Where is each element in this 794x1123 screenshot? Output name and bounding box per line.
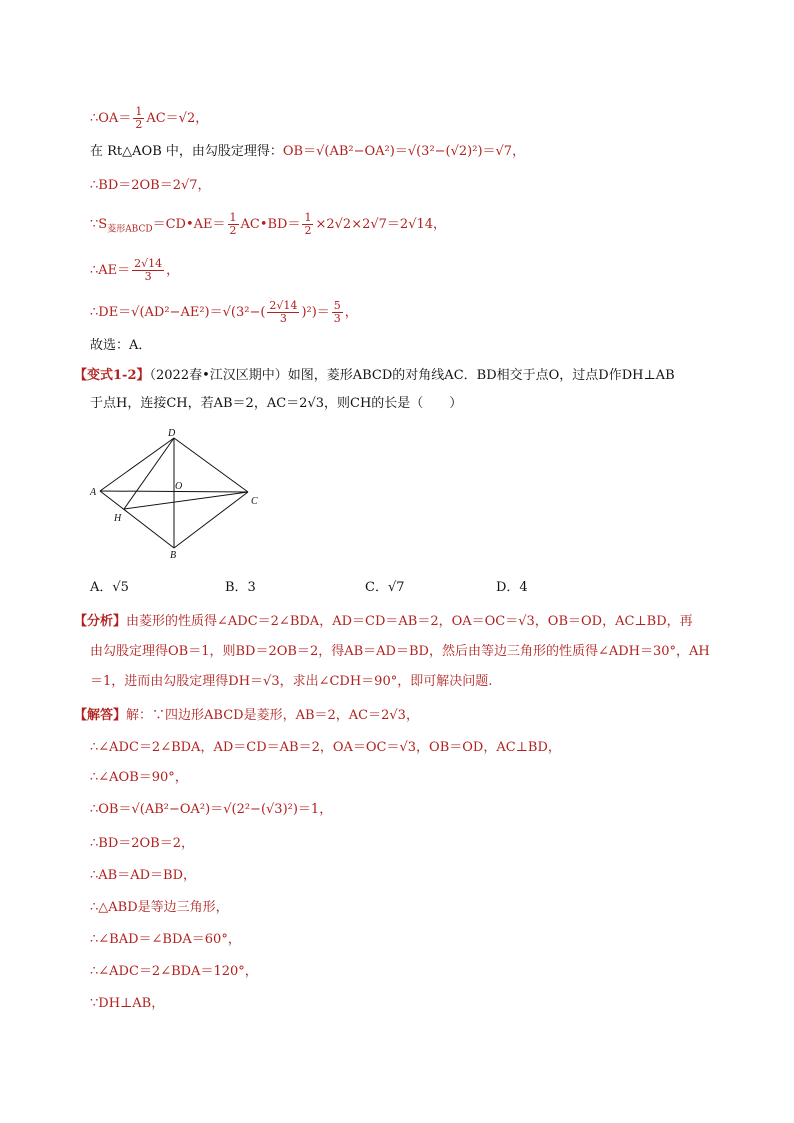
fraction-half-2: $\frac{1}{2}$ (304, 211, 312, 237)
rhombus-figure (86, 428, 266, 560)
solution-line-9: ∵DH⊥AB， (90, 996, 165, 1011)
fraction-half-1: $\frac{1}{2}$ (229, 211, 237, 237)
label-b: B (170, 550, 177, 560)
solution-line-ob (90, 142, 525, 162)
segment-dh (124, 438, 174, 509)
solution-line-ae: ∴AE＝ $\frac{2√14}{3}$ ， (90, 257, 180, 283)
choice-d[interactable]: D．4 (496, 580, 528, 595)
fraction-ae-2: $\frac{2√14}{3}$ (269, 299, 298, 325)
analysis-label: 【分析】 (74, 614, 127, 629)
solution-line-0: 【解答】解：∵四边形ABCD是菱形，AB＝2，AC＝2√3， (74, 708, 419, 723)
choice-b[interactable]: B．3 (225, 580, 256, 595)
ob-formula: OB＝√(AB²−OA²)＝√(3²−(√2)²)＝√7， (282, 144, 526, 159)
label-d: D (168, 428, 176, 439)
label-o: O (175, 481, 183, 492)
problem-label: 【变式1-2】 (74, 368, 150, 383)
label-c: C (251, 496, 258, 507)
problem-line-2: 于点H，连接CH，若AB＝2，AC＝2√3，则CH的长是（ ） (90, 396, 463, 411)
analysis-line-2: 由勾股定理得OB＝1，则BD＝2OB＝2，得AB＝AD＝BD，然后由等边三角形的性质得∠ADH＝30°，AH (90, 644, 710, 659)
solution-line-1: ∴∠ADC＝2∠BDA，AD＝CD＝AB＝2，OA＝OC＝√3，OB＝OD，AC⊥BD， (90, 740, 561, 755)
oa-suffix: AC＝√2， (146, 111, 209, 126)
solution-line-4: ∴BD＝2OB＝2， (90, 836, 195, 851)
label-h: H (114, 513, 122, 524)
problem-text-1: （2022春•江汉区期中）如图，菱形ABCD的对角线AC．BD相交于点O，过点D作DH⊥AB (149, 368, 675, 383)
solution-line-oa (90, 106, 208, 131)
solution-line-3: ∴OB＝√(AB²−OA²)＝√(2²−(√3)²)＝1， (90, 802, 333, 817)
solution-line-6: ∴△ABD是等边三角形， (90, 900, 229, 915)
rt-triangle-text: 在 Rt△AOB 中，由勾股定理得： (90, 144, 283, 159)
edge-dc (174, 438, 248, 492)
fraction-ae: $\frac{2√14}{3}$ (134, 257, 163, 283)
choice-a[interactable]: A．√5 (90, 580, 129, 595)
analysis-line-1: 【分析】由菱形的性质得∠ADC＝2∠BDA，AD＝CD＝AB＝2，OA＝OC＝√3，OB＝OD，AC⊥BD，再 (74, 614, 693, 629)
solution-label: 【解答】 (74, 708, 127, 723)
answer-line: 故选：A． (90, 338, 152, 353)
analysis-line-3: ＝1，进而由勾股定理得DH＝√3，求出∠CDH＝90°，即可解决问题. (90, 674, 493, 689)
solution-line-2: ∴∠AOB＝90°， (90, 770, 188, 785)
fraction-half: $\frac{1}{2}$ (135, 105, 143, 131)
problem-line-1 (74, 366, 675, 386)
solution-line-5: ∴AB＝AD＝BD， (90, 868, 196, 883)
edge-ba (100, 491, 174, 548)
solution-line-area: $\because S_{菱形ABCD}=CD•AE=$ $\frac{1}{2}$ AC•BD＝ $\frac{1}{2}$ ×2√2×2√7＝2√14， (90, 211, 447, 237)
area-subscript: 菱形ABCD (107, 224, 153, 235)
solution-line-7: ∴∠BAD＝∠BDA＝60°， (90, 932, 241, 947)
choice-c[interactable]: C．√7 (365, 580, 405, 595)
solution-line-8: ∴∠ADC＝2∠BDA＝120°， (90, 964, 258, 979)
solution-line-de: ∴DE＝√(AD²−AE²)＝√(3²−( $\frac{2√14}{3}$ )²)＝ $\frac{5}{3}$ ， (90, 299, 358, 325)
fraction-five-thirds: $\frac{5}{3}$ (333, 299, 341, 325)
oa-prefix: ∴OA＝ (90, 111, 132, 126)
solution-line-bd: ∴BD＝2OB＝2√7， (90, 178, 211, 193)
label-a: A (90, 487, 97, 498)
edge-ad (100, 438, 174, 491)
